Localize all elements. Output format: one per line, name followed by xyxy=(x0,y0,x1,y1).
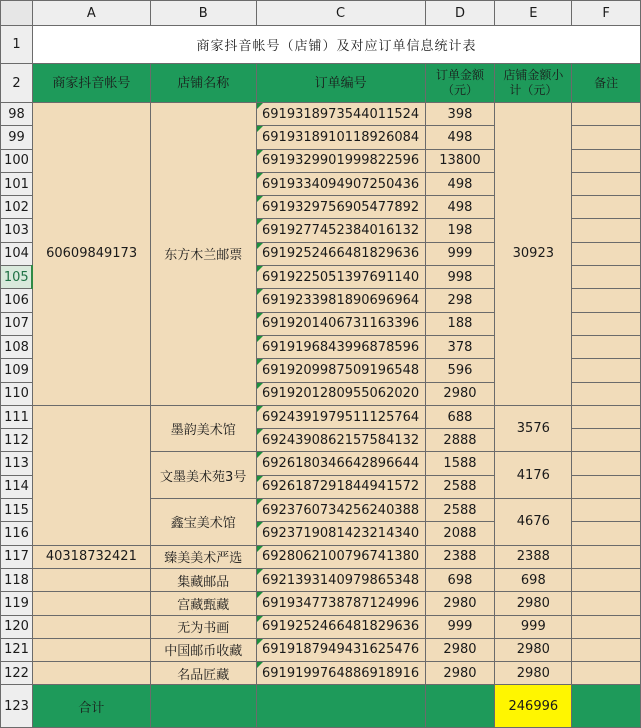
header-subtotal-line2: 计（元） xyxy=(509,83,558,97)
row-header[interactable]: 100 xyxy=(1,149,33,172)
cell-shop[interactable]: 鑫宝美术馆 xyxy=(150,499,256,546)
cell-order-no[interactable] xyxy=(256,662,425,685)
cell-shop[interactable]: 文墨美术苑3号 xyxy=(150,452,256,499)
cell-remark[interactable] xyxy=(572,266,641,289)
column-header-f[interactable]: F xyxy=(572,1,641,26)
row-header[interactable]: 109 xyxy=(1,359,33,382)
cell-grand-total[interactable]: 246996 xyxy=(495,685,572,728)
cell-remark[interactable] xyxy=(572,382,641,405)
cell-amount[interactable]: 2980 xyxy=(425,638,495,661)
cell-subtotal[interactable]: 4176 xyxy=(495,452,572,499)
order-no-text: 6919277452384016132 xyxy=(262,223,420,239)
select-all-corner[interactable] xyxy=(1,1,33,26)
cell-shop[interactable]: 墨韵美术馆 xyxy=(150,405,256,452)
order-no-text: 6919199764886918916 xyxy=(262,665,420,681)
number-as-text-indicator-icon xyxy=(257,429,263,435)
header-shop: 店铺名称 xyxy=(150,64,256,103)
cell-remark[interactable] xyxy=(572,429,641,452)
cell-subtotal[interactable]: 2388 xyxy=(495,545,572,568)
order-no-text: 6919252466481829636 xyxy=(262,619,420,635)
cell-amount[interactable]: 298 xyxy=(425,289,495,312)
row-header[interactable]: 104 xyxy=(1,242,33,265)
cell-order-no[interactable] xyxy=(256,522,425,545)
order-no-text: 6923719081423214340 xyxy=(262,525,420,541)
cell-amount[interactable]: 999 xyxy=(425,615,495,638)
number-as-text-indicator-icon xyxy=(257,126,263,132)
cell-remark[interactable] xyxy=(572,545,641,568)
cell-total-blank[interactable] xyxy=(425,685,495,728)
order-no-text: 6919187949431625476 xyxy=(262,642,420,658)
cell-shop[interactable]: 中国邮币收藏 xyxy=(150,638,256,661)
cell-remark[interactable] xyxy=(572,359,641,382)
cell-shop[interactable]: 集藏邮品 xyxy=(150,568,256,591)
cell-amount[interactable]: 188 xyxy=(425,312,495,335)
row-header[interactable]: 116 xyxy=(1,522,33,545)
column-header-d[interactable]: D xyxy=(425,1,495,26)
row-header[interactable]: 101 xyxy=(1,172,33,195)
order-no-text: 6919209987509196548 xyxy=(262,362,420,378)
row-header[interactable]: 103 xyxy=(1,219,33,242)
number-as-text-indicator-icon xyxy=(257,336,263,342)
row-header[interactable]: 102 xyxy=(1,196,33,219)
cell-remark[interactable] xyxy=(572,452,641,475)
number-as-text-indicator-icon xyxy=(257,103,263,109)
cell-remark[interactable] xyxy=(572,289,641,312)
number-as-text-indicator-icon xyxy=(257,219,263,225)
cell-subtotal[interactable]: 2980 xyxy=(495,592,572,615)
row-header[interactable]: 120 xyxy=(1,615,33,638)
header-remark: 备注 xyxy=(572,64,641,103)
sheet-title: 商家抖音帐号（店铺）及对应订单信息统计表 xyxy=(32,26,640,64)
cell-order-no[interactable] xyxy=(256,452,425,475)
column-header-a[interactable]: A xyxy=(32,1,150,26)
cell-order-no[interactable] xyxy=(256,592,425,615)
cell-shop[interactable]: 宫藏甄藏 xyxy=(150,592,256,615)
cell-subtotal[interactable]: 698 xyxy=(495,568,572,591)
order-no-text: 6919334094907250436 xyxy=(262,176,420,192)
cell-order-no[interactable] xyxy=(256,126,425,149)
number-as-text-indicator-icon xyxy=(257,639,263,645)
cell-remark[interactable] xyxy=(572,126,641,149)
header-order-no: 订单编号 xyxy=(256,64,425,103)
row-header[interactable]: 105 xyxy=(1,266,33,289)
number-as-text-indicator-icon xyxy=(257,569,263,575)
number-as-text-indicator-icon xyxy=(257,196,263,202)
cell-subtotal[interactable]: 30923 xyxy=(495,103,572,406)
cell-order-no[interactable] xyxy=(256,103,425,126)
order-no-text: 6928062100796741380 xyxy=(262,549,420,565)
cell-account[interactable] xyxy=(32,662,150,685)
number-as-text-indicator-icon xyxy=(257,266,263,272)
cell-remark[interactable] xyxy=(572,196,641,219)
cell-subtotal[interactable]: 999 xyxy=(495,615,572,638)
cell-remark[interactable] xyxy=(572,149,641,172)
number-as-text-indicator-icon xyxy=(257,662,263,668)
row-header[interactable]: 1 xyxy=(1,26,33,64)
order-no-text: 6926180346642896644 xyxy=(262,456,420,472)
cell-subtotal[interactable]: 2980 xyxy=(495,662,572,685)
cell-order-no[interactable] xyxy=(256,499,425,522)
cell-total-blank[interactable] xyxy=(150,685,256,728)
cell-subtotal[interactable]: 2980 xyxy=(495,638,572,661)
row-header[interactable]: 122 xyxy=(1,662,33,685)
order-no-text: 6919233981890696964 xyxy=(262,293,420,309)
cell-order-no[interactable] xyxy=(256,196,425,219)
cell-order-no[interactable] xyxy=(256,568,425,591)
cell-account[interactable]: 60609849173 xyxy=(32,103,150,406)
cell-order-no[interactable] xyxy=(256,266,425,289)
cell-total-blank[interactable] xyxy=(572,685,641,728)
cell-remark[interactable] xyxy=(572,172,641,195)
column-header-e[interactable]: E xyxy=(495,1,572,26)
number-as-text-indicator-icon xyxy=(257,522,263,528)
cell-order-no[interactable] xyxy=(256,172,425,195)
cell-remark[interactable] xyxy=(572,662,641,685)
cell-total-blank[interactable] xyxy=(256,685,425,728)
row-header[interactable]: 121 xyxy=(1,638,33,661)
cell-shop[interactable]: 无为书画 xyxy=(150,615,256,638)
header-amount xyxy=(425,64,495,103)
cell-amount[interactable]: 2388 xyxy=(425,545,495,568)
cell-order-no[interactable] xyxy=(256,335,425,358)
header-subtotal xyxy=(495,64,572,103)
cell-remark[interactable] xyxy=(572,405,641,428)
cell-remark[interactable] xyxy=(572,522,641,545)
cell-remark[interactable] xyxy=(572,592,641,615)
row-header[interactable]: 2 xyxy=(1,64,33,103)
row-header[interactable]: 98 xyxy=(1,103,33,126)
number-as-text-indicator-icon xyxy=(257,476,263,482)
order-no-text: 6919329901999822596 xyxy=(262,153,420,169)
cell-account[interactable] xyxy=(32,405,150,545)
cell-amount[interactable]: 398 xyxy=(425,103,495,126)
cell-remark[interactable] xyxy=(572,475,641,498)
cell-account[interactable] xyxy=(32,592,150,615)
order-no-text: 6919347738787124996 xyxy=(262,595,420,611)
number-as-text-indicator-icon xyxy=(257,243,263,249)
order-no-text: 6924391979511125764 xyxy=(262,409,420,425)
order-no-text: 6919201280955062020 xyxy=(262,386,420,402)
cell-order-no[interactable] xyxy=(256,615,425,638)
cell-amount[interactable]: 2588 xyxy=(425,475,495,498)
order-no-text: 6919196843996878596 xyxy=(262,339,420,355)
cell-order-no[interactable] xyxy=(256,429,425,452)
row-header[interactable]: 119 xyxy=(1,592,33,615)
cell-order-no[interactable] xyxy=(256,289,425,312)
cell-amount[interactable]: 2980 xyxy=(425,662,495,685)
order-no-text: 6926187291844941572 xyxy=(262,479,420,495)
number-as-text-indicator-icon xyxy=(257,546,263,552)
row-header[interactable]: 123 xyxy=(1,685,33,728)
order-no-text: 6919225051397691140 xyxy=(262,269,420,285)
cell-amount[interactable]: 698 xyxy=(425,568,495,591)
number-as-text-indicator-icon xyxy=(257,289,263,295)
number-as-text-indicator-icon xyxy=(257,313,263,319)
cell-order-no[interactable] xyxy=(256,545,425,568)
cell-account[interactable] xyxy=(32,568,150,591)
number-as-text-indicator-icon xyxy=(257,383,263,389)
number-as-text-indicator-icon xyxy=(257,406,263,412)
cell-amount[interactable]: 198 xyxy=(425,219,495,242)
cell-shop[interactable]: 名品匠藏 xyxy=(150,662,256,685)
cell-order-no[interactable] xyxy=(256,359,425,382)
cell-amount[interactable]: 1588 xyxy=(425,452,495,475)
cell-order-no[interactable] xyxy=(256,382,425,405)
column-header-b[interactable]: B xyxy=(150,1,256,26)
cell-order-no[interactable] xyxy=(256,475,425,498)
column-header-c[interactable]: C xyxy=(256,1,425,26)
cell-order-no[interactable] xyxy=(256,638,425,661)
cell-remark[interactable] xyxy=(572,568,641,591)
cell-subtotal[interactable]: 4676 xyxy=(495,499,572,546)
row-header[interactable]: 118 xyxy=(1,568,33,591)
row-header[interactable]: 113 xyxy=(1,452,33,475)
row-header[interactable]: 117 xyxy=(1,545,33,568)
header-subtotal-line1: 店铺金额小 xyxy=(503,68,564,82)
number-as-text-indicator-icon xyxy=(257,499,263,505)
cell-order-no[interactable] xyxy=(256,149,425,172)
cell-remark[interactable] xyxy=(572,103,641,126)
header-amount-line1: 订单金额 xyxy=(435,68,484,82)
cell-amount[interactable]: 2980 xyxy=(425,592,495,615)
cell-remark[interactable] xyxy=(572,312,641,335)
order-no-text: 6923760734256240388 xyxy=(262,502,420,518)
header-amount-line2: （元） xyxy=(441,83,478,97)
cell-subtotal[interactable]: 3576 xyxy=(495,405,572,452)
number-as-text-indicator-icon xyxy=(257,452,263,458)
row-header[interactable]: 115 xyxy=(1,499,33,522)
number-as-text-indicator-icon xyxy=(257,173,263,179)
cell-amount[interactable]: 2888 xyxy=(425,429,495,452)
cell-amount[interactable]: 498 xyxy=(425,172,495,195)
cell-amount[interactable]: 2088 xyxy=(425,522,495,545)
cell-remark[interactable] xyxy=(572,638,641,661)
cell-account[interactable]: 40318732421 xyxy=(32,545,150,568)
order-no-text: 6919318910118926084 xyxy=(262,129,420,145)
cell-order-no[interactable] xyxy=(256,242,425,265)
number-as-text-indicator-icon xyxy=(257,359,263,365)
cell-account[interactable] xyxy=(32,638,150,661)
cell-shop[interactable]: 东方木兰邮票 xyxy=(150,103,256,406)
cell-remark[interactable] xyxy=(572,335,641,358)
row-header[interactable]: 99 xyxy=(1,126,33,149)
cell-remark[interactable] xyxy=(572,615,641,638)
cell-account[interactable] xyxy=(32,615,150,638)
order-no-text: 6924390862157584132 xyxy=(262,432,420,448)
cell-order-no[interactable] xyxy=(256,219,425,242)
cell-amount[interactable]: 688 xyxy=(425,405,495,428)
cell-amount[interactable]: 999 xyxy=(425,242,495,265)
cell-order-no[interactable] xyxy=(256,405,425,428)
row-header[interactable]: 110 xyxy=(1,382,33,405)
cell-amount[interactable]: 596 xyxy=(425,359,495,382)
number-as-text-indicator-icon xyxy=(257,592,263,598)
row-header[interactable]: 111 xyxy=(1,405,33,428)
cell-amount[interactable]: 2980 xyxy=(425,382,495,405)
number-as-text-indicator-icon xyxy=(257,616,263,622)
row-header[interactable]: 112 xyxy=(1,429,33,452)
order-no-text: 6919318973544011524 xyxy=(262,106,420,122)
row-header[interactable]: 108 xyxy=(1,335,33,358)
order-no-text: 6919329756905477892 xyxy=(262,199,420,215)
cell-total-label[interactable]: 合计 xyxy=(32,685,150,728)
cell-amount[interactable]: 378 xyxy=(425,335,495,358)
cell-amount[interactable]: 498 xyxy=(425,196,495,219)
order-no-text: 6919252466481829636 xyxy=(262,246,420,262)
cell-remark[interactable] xyxy=(572,242,641,265)
cell-remark[interactable] xyxy=(572,499,641,522)
row-header[interactable]: 114 xyxy=(1,475,33,498)
row-header[interactable]: 106 xyxy=(1,289,33,312)
cell-amount[interactable]: 998 xyxy=(425,266,495,289)
cell-order-no[interactable] xyxy=(256,312,425,335)
cell-amount[interactable]: 13800 xyxy=(425,149,495,172)
number-as-text-indicator-icon xyxy=(257,150,263,156)
row-header[interactable]: 107 xyxy=(1,312,33,335)
header-account: 商家抖音帐号 xyxy=(32,64,150,103)
cell-shop[interactable]: 臻美美术严选 xyxy=(150,545,256,568)
cell-remark[interactable] xyxy=(572,219,641,242)
order-no-text: 6919201406731163396 xyxy=(262,316,420,332)
order-no-text: 6921393140979865348 xyxy=(262,572,420,588)
cell-amount[interactable]: 2588 xyxy=(425,499,495,522)
cell-amount[interactable]: 498 xyxy=(425,126,495,149)
